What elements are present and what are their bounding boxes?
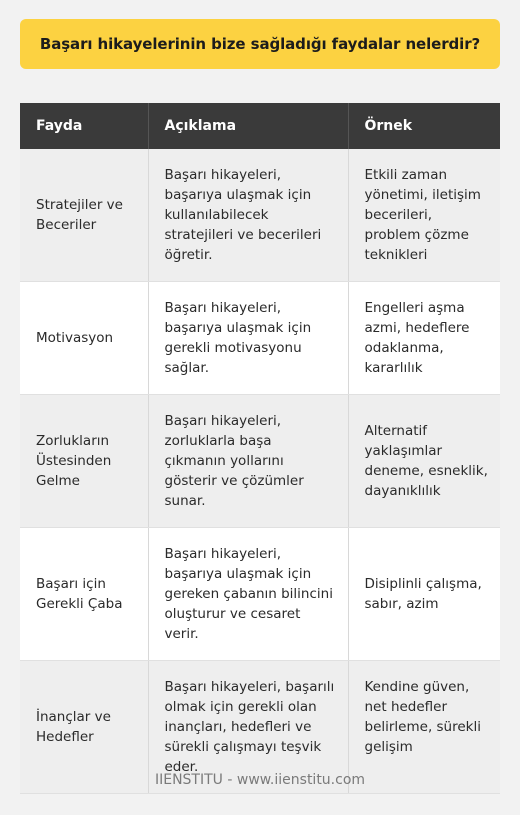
cell-ornek: Engelleri aşma azmi, hedeflere odaklanma, kararlılık [348, 282, 500, 395]
table-row [20, 395, 500, 528]
cell-aciklama: Başarı hikayeleri, zorluklarla başa çıkmanın yollarını gösterir ve çözümler sunar. [148, 395, 348, 528]
cell-fayda: Zorlukların Üstesinden Gelme [20, 395, 148, 528]
page-title: Başarı hikayelerinin bize sağladığı faydalar nelerdir? [39, 35, 481, 53]
cell-ornek: Kendine güven, net hedefler belirleme, sürekli gelişim [348, 661, 500, 794]
table-row [20, 528, 500, 661]
table-row [20, 282, 500, 395]
cell-aciklama: Başarı hikayeleri, başarıya ulaşmak için gereken çabanın bilincini oluşturur ve cesaret verir. [148, 528, 348, 661]
cell-fayda: İnançlar ve Hedefler [20, 661, 148, 794]
table-row [20, 149, 500, 282]
cell-ornek: Etkili zaman yönetimi, iletişim becerileri, problem çözme teknikleri [348, 149, 500, 282]
cell-fayda: Motivasyon [20, 282, 148, 395]
title-banner [20, 19, 500, 69]
footer-credit: IIENSTITU - www.iienstitu.com [154, 772, 366, 788]
header-ornek: Örnek [348, 103, 500, 149]
header-fayda: Fayda [20, 103, 148, 149]
table-header-row [20, 103, 500, 149]
cell-aciklama: Başarı hikayeleri, başarıya ulaşmak için gerekli motivasyonu sağlar. [148, 282, 348, 395]
cell-fayda: Stratejiler ve Beceriler [20, 149, 148, 282]
cell-ornek: Alternatif yaklaşımlar deneme, esneklik, dayanıklılık [348, 395, 500, 528]
cell-ornek: Disiplinli çalışma, sabır, azim [348, 528, 500, 661]
cell-aciklama: Başarı hikayeleri, başarıya ulaşmak için kullanılabilecek stratejileri ve becerileri öğretir. [148, 149, 348, 282]
header-aciklama: Açıklama [148, 103, 348, 149]
benefits-table [20, 103, 500, 794]
cell-aciklama: Başarı hikayeleri, başarılı olmak için gerekli olan inançları, hedefleri ve sürekli çalışmayı teşvik eder. [148, 661, 348, 794]
cell-fayda: Başarı için Gerekli Çaba [20, 528, 148, 661]
